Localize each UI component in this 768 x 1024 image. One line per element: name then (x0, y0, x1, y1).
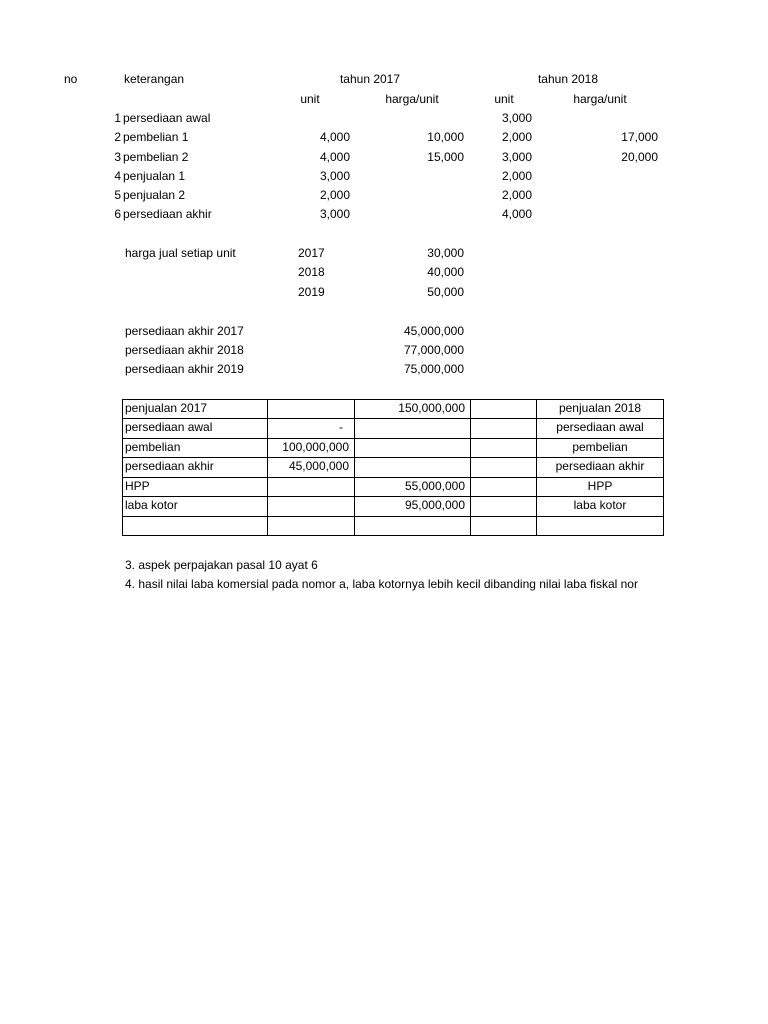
harga-jual-value: 30,000 (427, 246, 464, 260)
item-no: 5 (114, 188, 121, 202)
table-cell-col3 (355, 516, 465, 535)
table-cell-col5: persediaan awal (556, 420, 644, 434)
table-cell-col5: laba kotor (573, 498, 627, 512)
item-harga-2017 (364, 205, 464, 224)
table-cell-col3: 150,000,000 (398, 401, 465, 415)
subheader-unit-2017: unit (300, 92, 320, 106)
note-line: 4. hasil nilai laba komersial pada nomor a, laba kotornya lebih kecil dibanding nilai laba fiskal nor (125, 577, 638, 591)
item-no: 2 (114, 130, 121, 144)
item-no: 6 (114, 207, 121, 221)
laba-kotor-table (122, 399, 664, 536)
item-label: persediaan awal (123, 111, 211, 125)
table-cell-label: persediaan awal (125, 420, 213, 434)
subheader-harga-unit-2018: harga/unit (573, 92, 627, 106)
item-harga-2018: 17,000 (621, 130, 658, 144)
table-cell-col4 (471, 399, 531, 418)
harga-jual-year: 2017 (298, 246, 325, 260)
persediaan-akhir-label: persediaan akhir 2019 (125, 362, 244, 376)
harga-jual-label: harga jual setiap unit (125, 246, 236, 260)
item-harga-2017: 15,000 (427, 150, 464, 164)
table-cell-col2 (268, 399, 349, 418)
item-harga-2018 (558, 109, 658, 128)
persediaan-akhir-label: persediaan akhir 2018 (125, 343, 244, 357)
persediaan-akhir-value: 75,000,000 (403, 362, 464, 376)
table-cell-col2: 45,000,000 (288, 459, 349, 473)
table-border (122, 535, 664, 536)
harga-jual-value: 40,000 (427, 265, 464, 279)
item-harga-2017: 10,000 (427, 130, 464, 144)
subheader-unit-2018: unit (494, 92, 514, 106)
table-cell-col5: persediaan akhir (555, 459, 645, 473)
item-harga-2018 (558, 205, 658, 224)
table-cell-label: persediaan akhir (125, 459, 214, 473)
note-line: 3. aspek perpajakan pasal 10 ayat 6 (125, 558, 318, 572)
item-label: pembelian 2 (123, 150, 189, 164)
item-unit-2017: 4,000 (319, 150, 350, 164)
table-cell-col4 (471, 457, 531, 476)
harga-jual-year: 2019 (298, 285, 325, 299)
item-label: penjualan 2 (123, 188, 186, 202)
persediaan-akhir-value: 77,000,000 (403, 343, 464, 357)
item-harga-2017 (364, 186, 464, 205)
table-cell-col4 (471, 418, 531, 437)
table-cell-col3 (355, 418, 465, 437)
table-cell-col3: 95,000,000 (404, 498, 465, 512)
item-unit-2017: 2,000 (319, 188, 350, 202)
table-cell-col2 (268, 477, 349, 496)
harga-jual-year: 2018 (298, 265, 325, 279)
item-unit-2017: 4,000 (319, 130, 350, 144)
table-cell-col4 (471, 516, 531, 535)
item-unit-2018: 2,000 (501, 188, 532, 202)
table-cell-col5: penjualan 2018 (558, 401, 642, 415)
table-cell-label: HPP (125, 479, 150, 493)
table-cell-col4 (471, 477, 531, 496)
table-cell-col2: 100,000,000 (282, 440, 349, 454)
table-cell-col5: pembelian (572, 440, 628, 454)
item-label: pembelian 1 (123, 130, 189, 144)
item-unit-2017 (270, 109, 350, 128)
item-no: 3 (114, 150, 121, 164)
item-harga-2017 (364, 167, 464, 186)
item-unit-2018: 3,000 (501, 150, 532, 164)
item-label: persediaan akhir (123, 207, 212, 221)
table-cell-col2: - (339, 420, 343, 434)
table-cell-col3 (355, 457, 465, 476)
item-harga-2018: 20,000 (621, 150, 658, 164)
table-cell-col2 (268, 516, 349, 535)
item-no: 1 (114, 111, 121, 125)
table-cell-col4 (471, 496, 531, 515)
item-unit-2018: 3,000 (501, 111, 532, 125)
header-keterangan: keterangan (124, 72, 185, 86)
header-year-2018: tahun 2018 (537, 72, 599, 86)
item-no: 4 (114, 169, 121, 183)
item-harga-2018 (558, 167, 658, 186)
table-cell-col4 (471, 438, 531, 457)
table-cell-col2 (268, 496, 349, 515)
persediaan-akhir-value: 45,000,000 (403, 324, 464, 338)
harga-jual-value: 50,000 (427, 285, 464, 299)
table-cell-col3 (355, 438, 465, 457)
header-year-2017: tahun 2017 (339, 72, 401, 86)
item-unit-2018: 4,000 (501, 207, 532, 221)
table-cell-label: penjualan 2017 (125, 401, 208, 415)
item-unit-2017: 3,000 (319, 169, 350, 183)
item-unit-2018: 2,000 (501, 169, 532, 183)
table-cell-label: laba kotor (125, 498, 178, 512)
table-cell-col5: HPP (587, 479, 613, 493)
table-cell-label: pembelian (125, 440, 181, 454)
item-harga-2018 (558, 186, 658, 205)
item-harga-2017 (364, 109, 464, 128)
table-cell-col3: 55,000,000 (404, 479, 465, 493)
item-unit-2017: 3,000 (319, 207, 350, 221)
table-cell-col5 (537, 516, 663, 535)
item-unit-2018: 2,000 (501, 130, 532, 144)
subheader-harga-unit-2017: harga/unit (385, 92, 439, 106)
table-cell-label (125, 516, 265, 535)
item-label: penjualan 1 (123, 169, 186, 183)
persediaan-akhir-label: persediaan akhir 2017 (125, 324, 244, 338)
header-no: no (64, 72, 78, 86)
